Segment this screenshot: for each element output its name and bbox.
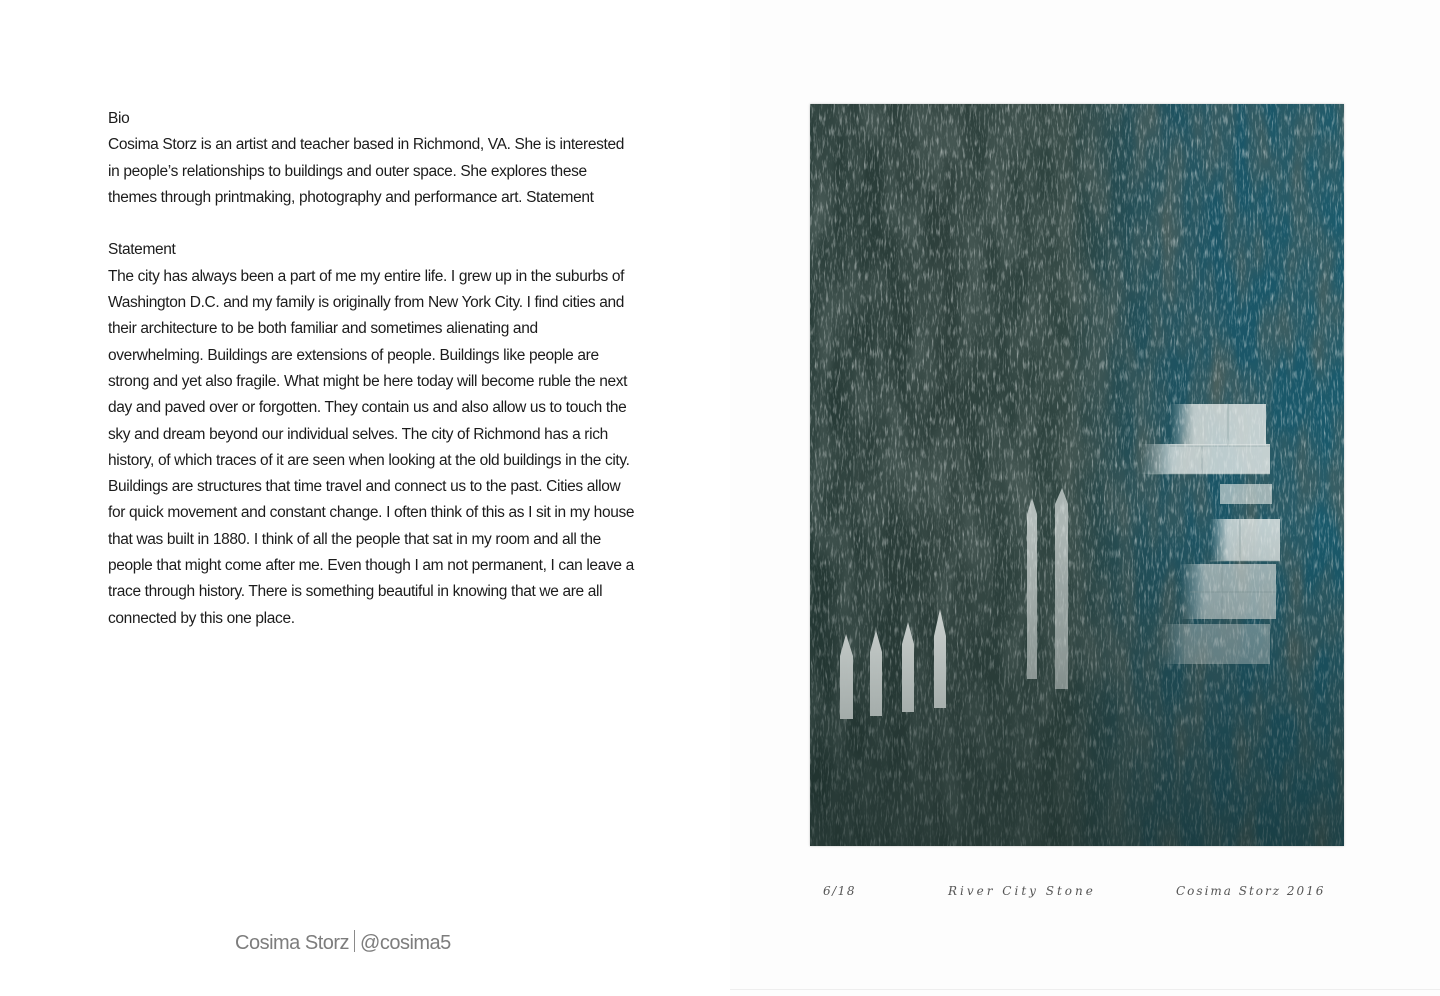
artist-signature: Cosima Storz 2016	[1176, 884, 1326, 898]
text-column	[108, 106, 636, 632]
artwork-print	[810, 104, 1344, 846]
credit-separator	[354, 930, 355, 952]
right-page	[730, 0, 1440, 996]
statement-heading: Statement	[108, 241, 176, 259]
statement-text: The city has always been a part of me my entire life. I grew up in the suburbs of Washington D.C. and my family is originally from New York City. I find cities and their architecture to be both familiar and sometimes alienating and overwhelming. Buildings are extensions of people. Buildings like people are strong and yet also fragile. What might be here today will become ruble the next day and paved over or forgotten. They contain us and also allow us to touch the sky and dream beyond our individual selves. The city of Richmond has a rich history, of which traces of it are seen when looking at the old buildings in the city. Buildings are structures that time travel and connect us to the past. Cities allow for quick movement and constant change. I often think of this as I sit in my house that was built in 1880. I think of all the people that sat in my room and all the people that might come after me. Even though I am not permanent, I can leave a trace through history. There is something beautiful in knowing that we are all connected by this one place.	[108, 267, 635, 627]
author-credit	[235, 930, 451, 955]
author-handle: @cosima5	[360, 932, 451, 954]
artwork-title: River City Stone	[948, 884, 1096, 898]
bio-text: Cosima Storz is an artist and teacher based in Richmond, VA. She is interested in people’s relationships to buildings and outer space. She explores these themes through printmaking, photography and performance art. Statement	[108, 136, 625, 206]
print-image	[810, 104, 1344, 846]
edition-number: 6/18	[823, 884, 856, 898]
author-name: Cosima Storz	[235, 932, 350, 954]
bio-heading: Bio	[108, 110, 130, 127]
paragraph-gap	[108, 211, 636, 237]
